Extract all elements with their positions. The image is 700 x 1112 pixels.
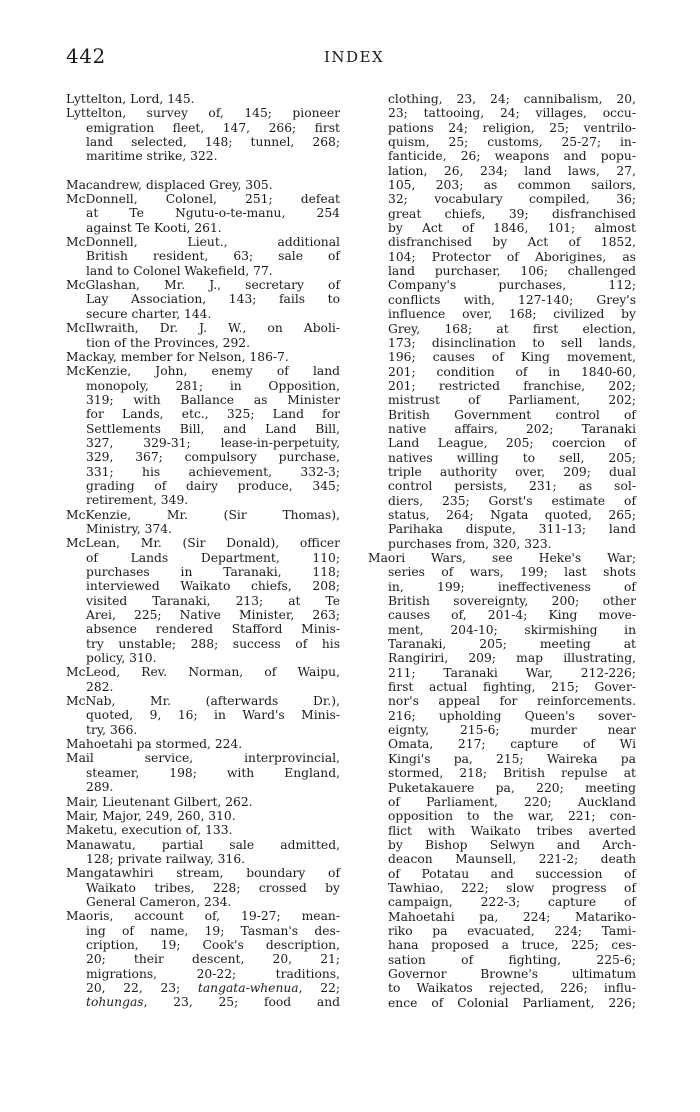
index-line: natives willing to sell, 205; [388, 450, 636, 465]
index-line: Maori Wars, see Heke's War; [368, 551, 636, 565]
index-line: Grey, 168; at first election, [388, 321, 636, 336]
entry-gap [66, 164, 340, 178]
index-column-right [368, 92, 636, 1010]
index-line: absence rendered Stafford Minis- [86, 622, 340, 637]
index-line: quism, 25; customs, 25-27; in- [388, 135, 636, 150]
index-line: retirement, 349. [86, 493, 189, 508]
index-line: ence of Colonial Parliament, 226; [388, 995, 636, 1010]
index-line: 32; vocabulary compiled, 36; [388, 192, 636, 207]
index-line: 216; upholding Queen's sover- [388, 708, 636, 723]
index-line: Maoris, account of, 19-27; mean- [66, 909, 340, 924]
index-line: land purchaser, 106; challenged [388, 264, 636, 279]
index-line: campaign, 222-3; capture of [388, 895, 636, 910]
index-line: secure charter, 144. [86, 306, 212, 321]
index-line: 104; Protector of Aborigines, as [388, 249, 636, 264]
index-line: migrations, 20-22; traditions, [86, 966, 340, 981]
index-line: conflicts with, 127-140; Grey's [388, 292, 636, 307]
index-column-left [66, 92, 340, 1010]
index-line: of Lands Department, 110; [86, 550, 340, 565]
index-line: land selected, 148; tunnel, 268; [86, 135, 340, 150]
index-line: British Government control of [388, 407, 636, 422]
index-line: Company's purchases, 112; [388, 278, 636, 293]
index-line: Mair, Lieutenant Gilbert, 262. [66, 794, 253, 809]
index-line: General Cameron, 234. [86, 894, 232, 909]
index-line: Settlements Bill, and Land Bill, [86, 421, 340, 436]
index-line: Mahoetahi pa stormed, 224. [66, 737, 243, 752]
index-line: Land League, 205; coercion of [388, 436, 636, 451]
index-line: Arei, 225; Native Minister, 263; [86, 608, 340, 623]
index-line: stormed, 218; British repulse at [388, 766, 636, 781]
index-line: McKenzie, John, enemy of land [66, 364, 340, 379]
page-number: 442 [66, 44, 106, 68]
index-line: interviewed Waikato chiefs, 208; [86, 579, 340, 594]
index-line: McDonnell, Lieut., additional [66, 235, 340, 250]
index-line: 327, 329-31; lease-in-perpetuity, [86, 435, 340, 450]
index-line: of Potatau and succession of [388, 866, 636, 881]
index-line: by Bishop Selwyn and Arch- [388, 837, 636, 852]
index-line: Manawatu, partial sale admitted, [66, 837, 340, 852]
index-line: triple authority over, 209; dual [388, 464, 636, 479]
index-line: British sovereignty, 200; other [388, 594, 636, 609]
index-line: tohungas, 23, 25; food and [86, 995, 340, 1010]
running-head: INDEX [324, 48, 385, 66]
index-line: for Lands, etc., 325; Land for [86, 407, 340, 422]
index-line: Lyttelton, survey of, 145; pioneer [66, 106, 340, 121]
index-line: Tawhiao, 222; slow progress of [388, 880, 636, 895]
index-line: at Te Ngutu-o-te-manu, 254 [86, 206, 340, 221]
index-line: Puketakauere pa, 220; meeting [388, 780, 636, 795]
index-line: Lay Association, 143; fails to [86, 292, 340, 307]
index-line: 23; tattooing, 24; villages, occu- [388, 106, 636, 121]
index-line: Waikato tribes, 228; crossed by [86, 880, 340, 895]
index-line: land to Colonel Wakefield, 77. [86, 263, 273, 278]
index-line: 20; their descent, 20, 21; [86, 952, 340, 967]
index-line: Mackay, member for Nelson, 186-7. [66, 349, 289, 364]
index-line: 331; his achievement, 332-3; [86, 464, 340, 479]
index-line: native affairs, 202; Taranaki [388, 421, 636, 436]
page-header [66, 44, 646, 70]
index-line: Rangiriri, 209; map illustrating, [388, 651, 636, 666]
index-line: hana proposed a truce, 225; ces- [388, 938, 636, 953]
index-line: causes of, 201-4; King move- [388, 608, 636, 623]
index-line: 289. [86, 780, 114, 795]
index-line: 105, 203; as common sailors, [388, 178, 636, 193]
index-line: try unstable; 288; success of his [86, 636, 340, 651]
index-line: 201; condition of in 1840-60, [388, 364, 636, 379]
index-line: series of wars, 199; last shots [388, 565, 636, 580]
index-line: try, 366. [86, 722, 138, 737]
index-line: against Te Kooti, 261. [86, 220, 222, 235]
index-line: Mahoetahi pa, 224; Matariko- [388, 909, 636, 924]
index-line: Parihaka dispute, 311-13; land [388, 522, 636, 537]
index-line: 201; restricted franchise, 202; [388, 378, 636, 393]
index-line: lation, 26, 234; land laws, 27, [388, 163, 636, 178]
index-line: to Waikatos rejected, 226; influ- [388, 981, 636, 996]
index-line: Lyttelton, Lord, 145. [66, 92, 195, 106]
index-line: 20, 22, 23; tangata-whenua, 22; [86, 980, 340, 995]
index-line: flict with Waikato tribes averted [388, 823, 636, 838]
index-line: status, 264; Ngata quoted, 265; [388, 507, 636, 522]
index-line: Omata, 217; capture of Wi [388, 737, 636, 752]
index-line: Macandrew, displaced Grey, 305. [66, 177, 273, 192]
index-line: by Act of 1846, 101; almost [388, 221, 636, 236]
index-line: disfranchised by Act of 1852, [388, 235, 636, 250]
index-line: purchases in Taranaki, 118; [86, 565, 340, 579]
index-line: McLean, Mr. (Sir Donald), officer [66, 536, 340, 551]
index-line: fanticide, 26; weapons and popu- [388, 149, 636, 164]
index-line: clothing, 23, 24; cannibalism, 20, [388, 92, 636, 106]
index-line: riko pa evacuated, 224; Tami- [388, 923, 636, 938]
index-line: visited Taranaki, 213; at Te [86, 593, 340, 608]
index-line: influence over, 168; civilized by [388, 307, 636, 322]
index-line: nor's appeal for reinforcements. [388, 694, 636, 709]
index-line: emigration fleet, 147, 266; first [86, 120, 340, 135]
index-line: diers, 235; Gorst's estimate of [388, 493, 636, 508]
index-line: mistrust of Parliament, 202; [388, 393, 636, 408]
index-line: eignty, 215-6; murder near [388, 723, 636, 738]
index-line: great chiefs, 39; disfranchised [388, 206, 636, 221]
index-line: British resident, 63; sale of [86, 249, 340, 264]
index-line: Mail service, interprovincial, [66, 751, 340, 766]
index-line: Mangatawhiri stream, boundary of [66, 866, 340, 881]
index-line: first actual fighting, 215; Gover- [388, 680, 636, 695]
index-line: Governor Browne's ultimatum [388, 966, 636, 981]
index-line: grading of dairy produce, 345; [86, 478, 340, 493]
index-line: tion of the Provinces, 292. [86, 335, 251, 350]
index-line: McDonnell, Colonel, 251; defeat [66, 192, 340, 207]
index-line: ment, 204-10; skirmishing in [388, 622, 636, 637]
index-line: 173; disinclination to sell lands, [388, 335, 636, 350]
index-line: opposition to the war, 221; con- [388, 809, 636, 824]
index-line: 319; with Ballance as Minister [86, 392, 340, 407]
index-line: deacon Maunsell, 221-2; death [388, 852, 636, 867]
index-line: McKenzie, Mr. (Sir Thomas), [66, 507, 340, 522]
index-line: quoted, 9, 16; in Ward's Minis- [86, 708, 340, 723]
index-line: Kingi's pa, 215; Waireka pa [388, 751, 636, 766]
index-line: McNab, Mr. (afterwards Dr.), [66, 694, 340, 709]
index-line: 211; Taranaki War, 212-226; [388, 665, 636, 680]
index-line: monopoly, 281; in Opposition, [86, 378, 340, 393]
index-line: 282. [86, 679, 114, 694]
index-line: 329, 367; compulsory purchase, [86, 450, 340, 465]
index-line: steamer, 198; with England, [86, 765, 340, 780]
index-line: purchases from, 320, 323. [388, 536, 552, 551]
index-line: McGlashan, Mr. J., secretary of [66, 278, 340, 293]
index-line: 196; causes of King movement, [388, 350, 636, 365]
index-line: 128; private railway, 316. [86, 851, 246, 866]
index-line: cription, 19; Cook's description, [86, 937, 340, 952]
index-line: pations 24; religion, 25; ventrilo- [388, 120, 636, 135]
index-line: control persists, 231; as sol- [388, 479, 636, 494]
index-line: Maketu, execution of, 133. [66, 823, 233, 838]
index-line: Taranaki, 205; meeting at [388, 637, 636, 652]
index-line: Ministry, 374. [86, 521, 173, 536]
index-line: McIlwraith, Dr. J. W., on Aboli- [66, 321, 340, 336]
index-line: policy, 310. [86, 651, 157, 666]
index-line: sation of fighting, 225-6; [388, 952, 636, 967]
index-line: Mair, Major, 249, 260, 310. [66, 808, 236, 823]
index-line: maritime strike, 322. [86, 149, 218, 164]
index-line: of Parliament, 220; Auckland [388, 794, 636, 809]
index-line: ing of name, 19; Tasman's des- [86, 923, 340, 938]
index-line: McLeod, Rev. Norman, of Waipu, [66, 665, 340, 680]
index-line: in, 199; ineffectiveness of [388, 579, 636, 594]
